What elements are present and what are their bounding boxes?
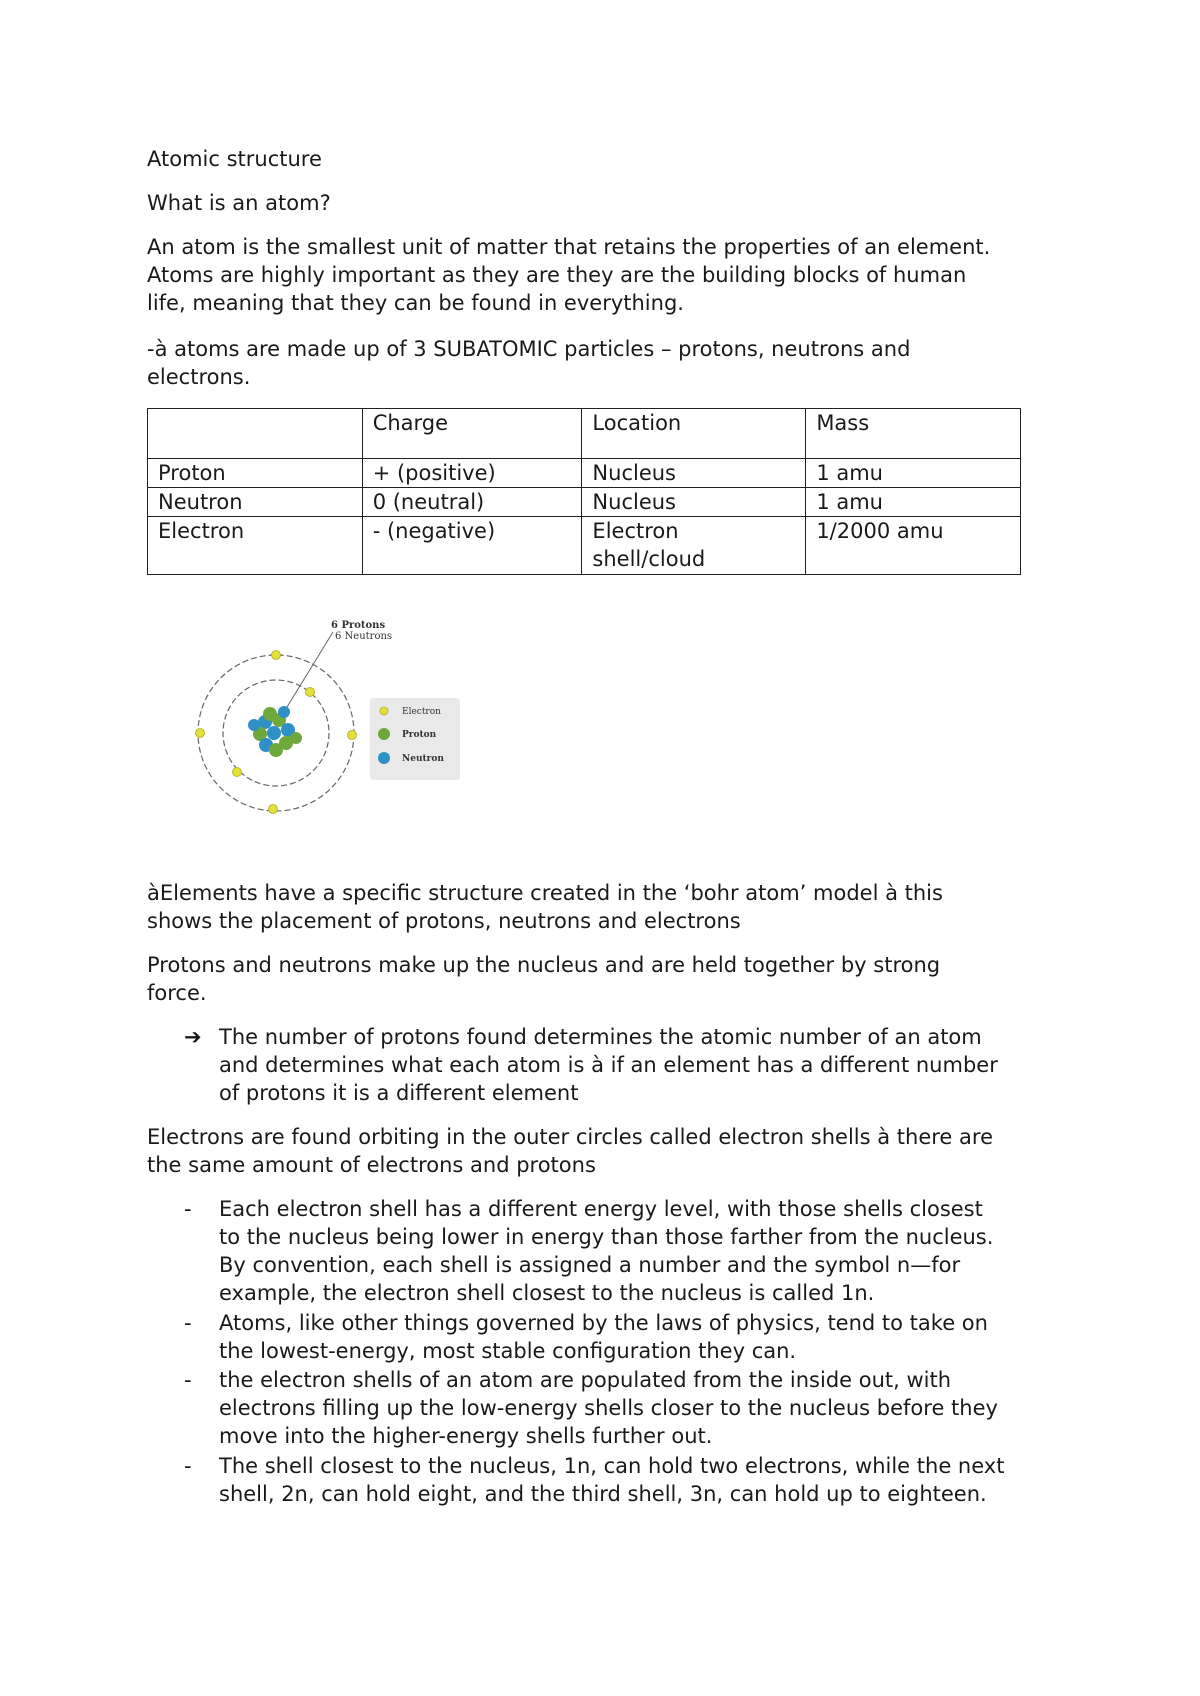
table-row — [148, 517, 1021, 575]
table-cell: Electron shell/cloud — [582, 517, 806, 575]
table-header-cell — [148, 409, 363, 459]
callout-protons-label: 6 Protons — [331, 620, 386, 631]
table-cell: - (negative) — [362, 517, 582, 575]
bohr-atom-diagram — [180, 610, 470, 825]
table-cell: Neutron — [148, 488, 363, 517]
text-line: shell, 2n, can hold eight, and the third shell, 3n, can hold up to eighteen. — [219, 1482, 987, 1506]
table-header-cell: Mass — [806, 409, 1021, 459]
text-line: move into the higher-energy shells further out. — [219, 1424, 713, 1448]
dash-bullet-icon: - — [184, 1311, 192, 1335]
text-line: An atom is the smallest unit of matter that retains the properties of an element. — [147, 235, 991, 259]
table-cell: 0 (neutral) — [362, 488, 582, 517]
legend-neutron-label: Neutron — [402, 754, 444, 764]
text-line: the electron shells of an atom are populated from the inside out, with — [219, 1368, 952, 1392]
table-row — [148, 459, 1021, 488]
text-line: Protons and neutrons make up the nucleus and are held together by strong — [147, 953, 941, 977]
document-title: Atomic structure — [147, 147, 322, 171]
diagram-legend — [370, 698, 460, 780]
section-heading: What is an atom? — [147, 191, 331, 215]
table-cell: 1 amu — [806, 459, 1021, 488]
dash-bullet-icon: - — [184, 1368, 192, 1392]
table-row — [148, 488, 1021, 517]
text-line: The number of protons found determines the atomic number of an atom — [219, 1025, 982, 1049]
text-line: Atoms are highly important as they are they are the building blocks of human — [147, 263, 967, 287]
legend-electron-label: Electron — [402, 707, 441, 717]
table-cell: Proton — [148, 459, 363, 488]
text-line: By convention, each shell is assigned a number and the symbol n—for — [219, 1253, 961, 1277]
callout-neutrons-label: 6 Neutrons — [335, 631, 393, 642]
nucleus — [248, 706, 302, 757]
table-cell: + (positive) — [362, 459, 582, 488]
proton-legend-icon — [378, 728, 390, 740]
table-cell: 1/2000 amu — [806, 517, 1021, 575]
arrow-bullet-icon: ➔ — [184, 1025, 202, 1049]
table-cell: 1 amu — [806, 488, 1021, 517]
text-line: force. — [147, 981, 207, 1005]
dash-bullet-icon: - — [184, 1197, 192, 1221]
text-line: -à atoms are made up of 3 SUBATOMIC particles – protons, neutrons and — [147, 337, 911, 361]
table-header-row — [148, 409, 1021, 459]
dash-bullet-icon: - — [184, 1454, 192, 1478]
text-line: àElements have a specific structure created in the ‘bohr atom’ model à this — [147, 881, 943, 905]
text-line: the same amount of electrons and protons — [147, 1153, 596, 1177]
text-line: life, meaning that they can be found in everything. — [147, 291, 684, 315]
text-line: Each electron shell has a different energy level, with those shells closest — [219, 1197, 983, 1221]
text-line: Electrons are found orbiting in the outer circles called electron shells à there are — [147, 1125, 993, 1149]
electron-legend-icon — [380, 707, 388, 715]
table-cell: Nucleus — [582, 488, 806, 517]
table-cell: Nucleus — [582, 459, 806, 488]
text-line: The shell closest to the nucleus, 1n, can hold two electrons, while the next — [219, 1454, 1005, 1478]
table-header-cell: Charge — [362, 409, 582, 459]
subatomic-particles-table — [147, 408, 1021, 575]
text-line: electrons. — [147, 365, 251, 389]
text-line: of protons it is a different element — [219, 1081, 579, 1105]
text-line: Atoms, like other things governed by the laws of physics, tend to take on — [219, 1311, 988, 1335]
text-line: to the nucleus being lower in energy than those farther from the nucleus. — [219, 1225, 994, 1249]
text-line: and determines what each atom is à if an element has a different number — [219, 1053, 998, 1077]
text-line: the lowest-energy, most stable configuration they can. — [219, 1339, 797, 1363]
text-line: electrons filling up the low-energy shells closer to the nucleus before they — [219, 1396, 998, 1420]
neutron-legend-icon — [378, 752, 390, 764]
table-header-cell: Location — [582, 409, 806, 459]
text-line: shows the placement of protons, neutrons and electrons — [147, 909, 741, 933]
text-line: example, the electron shell closest to the nucleus is called 1n. — [219, 1281, 875, 1305]
legend-proton-label: Proton — [402, 730, 437, 740]
table-cell: Electron — [148, 517, 363, 575]
